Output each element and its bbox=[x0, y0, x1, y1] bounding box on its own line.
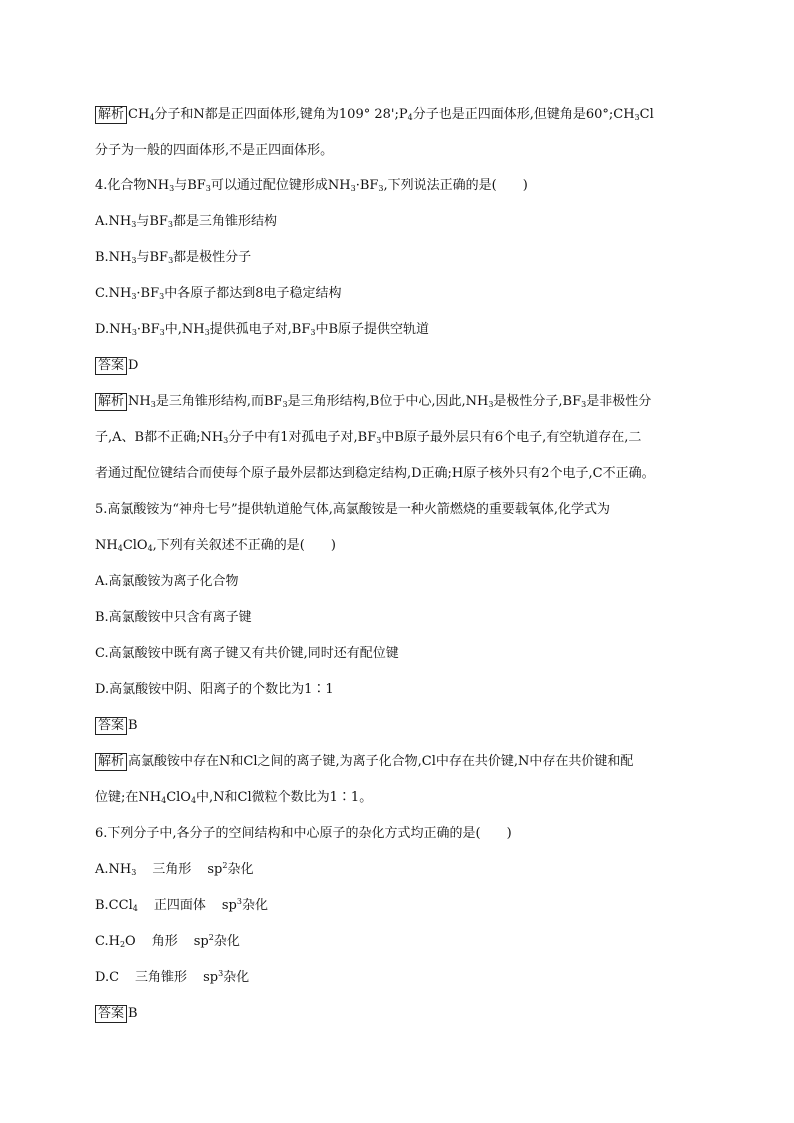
analysis-tag: 解析 bbox=[95, 106, 127, 124]
question-4-option-d: $D.NH_3\cdot BF_3$中$,NH_3$提供孤电子对$,BF_3$中B原子提供空轨道 bbox=[95, 322, 430, 337]
question-5-answer: 答案 B bbox=[95, 717, 138, 735]
answer-tag: 答案 bbox=[95, 357, 127, 375]
question-5-option-d: D.高氯酸铵中阴、阳离子的个数比为1∶1 bbox=[95, 682, 334, 697]
question-6-option-a: $A.NH_3$ 三角形 $sp^2$杂化 bbox=[95, 861, 254, 877]
analysis-q3-line1: 解析 $CH_4$分子和N都是正四面体形,键角为109° $28';P_4$分子也是正四面体形,但键角是$60^\circ;CH_3Cl$ bbox=[95, 106, 654, 124]
analysis-tag: 解析 bbox=[95, 393, 127, 411]
question-4-analysis-line2: 子,A、B都不正确$;NH_3$分子中有1对孤电子对$,BF_3$中B原子最外层只有6个电子,有空轨道存在,二 bbox=[95, 430, 642, 445]
question-4-answer: 答案 D bbox=[95, 357, 138, 375]
analysis-tag: 解析 bbox=[95, 753, 127, 771]
answer-tag: 答案 bbox=[95, 1005, 127, 1023]
question-5-stem-line2: $NH_4ClO_4$,下列有关叙述不正确的是( ) bbox=[95, 538, 336, 553]
question-6-option-d: D.C 三角锥形 $sp^3$杂化 bbox=[95, 969, 250, 985]
answer-tag: 答案 bbox=[95, 717, 127, 735]
analysis-q3-line2: 分子为一般的四面体形,不是正四面体形。 bbox=[95, 143, 334, 158]
question-6-stem: 6.下列分子中,各分子的空间结构和中心原子的杂化方式均正确的是( ) bbox=[95, 826, 512, 841]
question-5-analysis-line1: 解析 高氯酸铵中存在N和Cl之间的离子键,为离子化合物,Cl中存在共价键,N中存在共价键和配 bbox=[95, 753, 633, 771]
question-5-analysis-line2: 位键;在$NH_4ClO_4$中,N和Cl微粒个数比为1∶1。 bbox=[95, 790, 373, 805]
question-4-option-b: $B.NH_3$与$BF_3$都是极性分子 bbox=[95, 250, 252, 265]
question-6-answer: 答案 B bbox=[95, 1005, 138, 1023]
question-5-option-c: C.高氯酸铵中既有离子键又有共价键,同时还有配位键 bbox=[95, 646, 399, 661]
question-5-stem-line1: 5.高氯酸铵为“神舟七号”提供轨道舱气体,高氯酸铵是一种火箭燃烧的重要载氧体,化学式为 bbox=[95, 502, 610, 517]
question-5-option-a: A.高氯酸铵为离子化合物 bbox=[95, 574, 239, 589]
question-4-option-a: $A.NH_3$与$BF_3$都是三角锥形结构 bbox=[95, 214, 278, 229]
question-4-option-c: $C.NH_3\cdot BF_3$中各原子都达到8电子稳定结构 bbox=[95, 286, 342, 301]
question-6-option-c: $C.H_2O$ 角形 $sp^2$杂化 bbox=[95, 933, 240, 949]
question-6-option-b: B.CCl$_4$ 正四面体 $sp^3$杂化 bbox=[95, 897, 268, 913]
question-4-analysis-line1: 解析 $NH_3$是三角锥形结构,而$BF_3$是三角形结构,B位于中心,因此$,NH_3$是极性分子$,BF_3$是非极性分 bbox=[95, 393, 651, 411]
question-4-analysis-line3: 者通过配位键结合而使每个原子最外层都达到稳定结构,D正确;H原子核外只有2个电子,C不正确。 bbox=[95, 466, 655, 481]
question-5-option-b: B.高氯酸铵中只含有离子键 bbox=[95, 610, 252, 625]
question-4-stem: 4.化合物$NH_3$与$BF_3$可以通过配位键形成$NH_3\cdot BF_3$,下列说法正确的是( ) bbox=[95, 178, 528, 193]
